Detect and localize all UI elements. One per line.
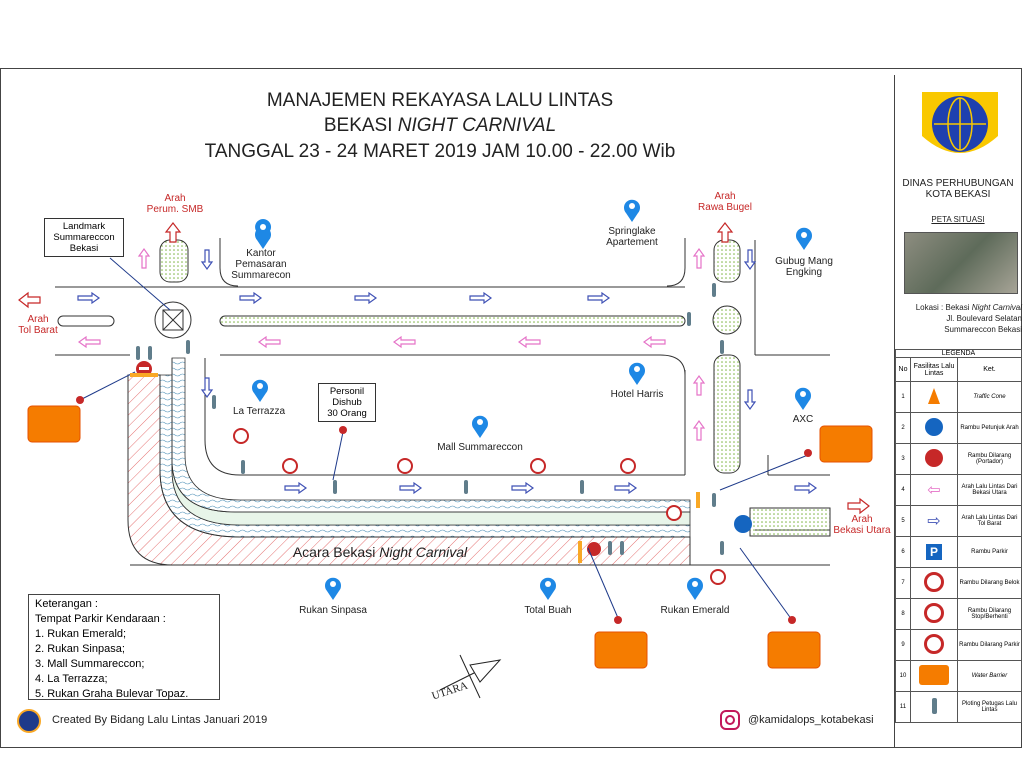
place-gubug: Gubug Mang Engking [775,256,833,278]
north-label: UTARA [430,679,470,703]
no-stop-icon [924,603,944,623]
place-rukan-emerald: Rukan Emerald [660,605,730,616]
pin-gubug-icon [796,228,812,250]
place-springlake: Springlake Apartement [606,226,658,248]
dishub-small-logo-icon [16,708,42,734]
map-title-line2: BEKASI NIGHT CARNIVAL [323,115,557,136]
pin-kantor-icon [255,219,271,249]
keterangan-item: 1. Rukan Emerald; [35,628,127,640]
keterangan-item: 3. Mall Summareccon; [35,658,145,670]
place-axc: AXC [792,414,814,425]
personil-box: Personil Dishub 30 Orang [318,383,376,422]
instagram-handle: @kamidalops_kotabekasi [748,714,874,726]
place-rukan-sinpasa: Rukan Sinpasa [299,605,367,616]
legend-table: LEGENDA No Fasilitas Lalu Lintas Ket. 1 Traffic Cone 2 Rambu Petunjuk Arah 3 Rambu Dilarang (Portador) 4 ⇦ Arah Lalu Lintas Dari Bekasi Utara 5 ⇨ Arah Lalu Lintas Dari Tol Barat 6 P Rambu Parkir 7 Rambu Dilarang Belok 8 Rambu Dilarang Stop/Berhenti 9 Rambu Dilarang Parkir 10 Water Barrier 11 Ploting Petugas Lalu Lintas [895,349,1022,723]
event-area-label: Acara Bekasi Night Carnival [292,544,468,560]
water-barrier-icon [919,665,949,685]
keterangan-item: 2. Rukan Sinpasa; [35,643,125,655]
dishub-logo-icon [918,86,1002,166]
no-turn-icon [924,572,944,592]
legend-heading: LEGENDA [896,350,1022,358]
map-title-line3: TANGGAL 23 - 24 MARET 2019 JAM 10.00 - 22.00 Wib [204,141,676,162]
keterangan-item: 5. Rukan Graha Bulevar Topaz. [35,688,189,700]
keterangan-box: Keterangan : Tempat Parkir Kendaraan : 1. Rukan Emerald; 2. Rukan Sinpasa; 3. Mall Summareccon; 4. La Terrazza; 5. Rukan Graha Bulevar Topaz. [28,594,220,700]
place-mall: Mall Summareccon [437,442,523,453]
pink-arrow-icon: ⇦ [927,482,941,499]
instagram-icon [720,710,740,730]
direction-bekasi-utara: Arah Bekasi Utara [833,514,891,536]
peta-situasi-label: PETA SITUASI [931,215,985,224]
direction-sign-icon [925,418,943,436]
place-kantor: Kantor Pemasaran Summarecon [231,248,291,281]
direction-tol-barat: Arah Tol Barat [18,314,58,336]
org-name: DINAS PERHUBUNGAN KOTA BEKASI [902,178,1014,200]
lokasi-text: Lokasi : Bekasi Night Carnival Jl. Boulevard Selatan Summareccon Bekasi [915,303,1022,334]
blue-arrow-icon: ⇨ [927,513,941,530]
traffic-cone-icon [928,388,940,404]
place-la-terrazza: La Terrazza [232,406,286,417]
officer-icon [932,698,937,714]
map-title-line1: MANAJEMEN REKAYASA LALU LINTAS [266,90,614,111]
direction-perum-smb: Arah Perum. SMB [146,193,204,215]
site-thumbnail [904,232,1018,294]
no-entry-icon [925,449,943,467]
no-parking-icon [924,634,944,654]
parking-sign-icon: P [926,544,942,560]
place-hotel-harris: Hotel Harris [610,389,664,400]
created-by: Created By Bidang Lalu Lintas Januari 2019 [52,714,268,726]
keterangan-item: 4. La Terrazza; [35,673,108,685]
place-total-buah: Total Buah [524,605,572,616]
direction-rawa-bugel: Arah Rawa Bugel [698,191,752,213]
landmark-box: Landmark Summareccon Bekasi [44,218,124,257]
